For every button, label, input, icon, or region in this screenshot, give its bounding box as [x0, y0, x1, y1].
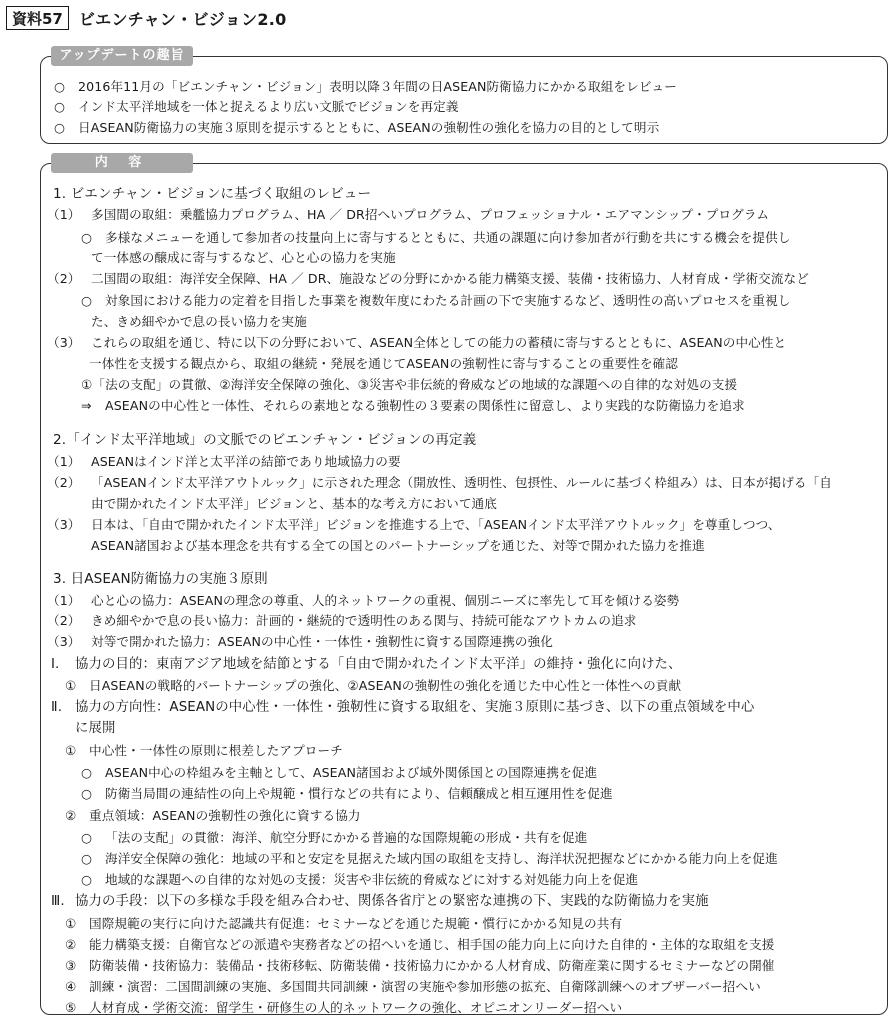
line-text: 地域的な課題への自律的な対処の支援：災害や非伝統的脅威などに対する対処能力向上を促進 — [105, 872, 639, 887]
line-text: 対等で開かれた協力：ASEANの中心性・一体性・強靭性に資する国際連携の強化 — [91, 634, 553, 649]
line-marker: ② — [65, 808, 77, 823]
document-title: ビエンチャン・ビジョン2.0 — [78, 9, 287, 29]
purpose-item-text: 2016年11月の「ビエンチャン・ビジョン」表明以降３年間の日ASEAN防衛協力にかかる取組をレビュー — [78, 79, 677, 94]
line-marker: （2） — [47, 271, 81, 286]
line-marker: （3） — [47, 517, 81, 532]
line-marker: ○ — [81, 293, 93, 308]
purpose-item-text: インド太平洋地域を一体と捉えるより広い文脈でビジョンを再定義 — [78, 99, 459, 114]
line-marker: ① — [65, 743, 77, 758]
line-marker: （2） — [47, 613, 81, 628]
line-text: 多国間の取組：乗艦協力プログラム、HA ／ DR招へいプログラム、プロフェッショナル・エアマンシップ・プログラム — [91, 207, 770, 222]
line-marker: （3） — [47, 335, 81, 350]
document-number-badge: 資料57 — [6, 6, 69, 30]
line-marker: ④ — [65, 979, 77, 994]
purpose-tag: アップデートの趣旨 — [51, 46, 193, 66]
line-text: 訓練・演習：二国間訓練の実施、多国間共同訓練・演習の実施や参加形態の拡充、自衛隊訓練へのオブザーバー招へい — [89, 979, 761, 994]
line-text: に展開 — [75, 721, 116, 736]
line-text: ASEANの中心性と一体性、それらの素地となる強靭性の３要素の関係性に留意し、より実践的な防衛協力を追求 — [105, 398, 745, 413]
purpose-item-text: 日ASEAN防衛協力の実施３原則を提示するとともに、ASEANの強靭性の強化を協力の目的として明示 — [78, 120, 660, 135]
line-text: ASEANはインド洋と太平洋の結節であり地域協力の要 — [91, 454, 401, 469]
line-marker: （1） — [47, 454, 81, 469]
line-text: 対象国における能力の定着を目指した事業を複数年度にわたる計画の下で実施するなど、透明性の高いプロセスを重視し — [105, 293, 791, 308]
line-text: 心と心の協力：ASEANの理念の尊重、人的ネットワークの重視、個別ニーズに率先して耳を傾ける姿勢 — [91, 593, 680, 608]
line-text: て一体感の醸成に寄与するなど、心と心の協力を実施 — [91, 250, 396, 265]
line-marker: ○ — [81, 872, 93, 887]
line-text: 協力の手段：以下の多様な手段を組み合わせ、関係各省庁との緊密な連携の下、実践的な防衛協力を実施 — [75, 894, 709, 909]
line-text: 国際規範の実行に向けた認識共有促進：セミナーなどを通じた規範・慣行にかかる知見の共有 — [89, 916, 623, 931]
line-text: 防衛当局間の連結性の向上や規範・慣行などの共有により、信頼醸成と相互運用性を促進 — [105, 786, 613, 801]
line-text: 協力の目的：東南アジア地域を結節とする「自由で開かれたインド太平洋」の維持・強化に向けた、 — [75, 657, 682, 672]
line-marker: ○ — [81, 786, 93, 801]
line-text: 日ASEANの戦略的パートナーシップの強化、②ASEANの強靭性の強化を通じた中心性と一体性への貢献 — [89, 678, 682, 693]
content-tag: 内 容 — [51, 153, 193, 173]
line-text: きめ細やかで息の長い協力：計画的・継続的で透明性のある関与、持続可能なアウトカムの追求 — [91, 613, 637, 628]
line-text: 協力の方向性：ASEANの中心性・一体性・強靭性に資する取組を、実施３原則に基づき、以下の重点領域を中心 — [75, 700, 755, 715]
circle-bullet-icon: ○ — [54, 99, 66, 114]
line-marker: （1） — [47, 207, 81, 222]
line-marker: Ⅲ. — [51, 894, 65, 909]
line-marker: ① — [65, 916, 77, 931]
circle-bullet-icon: ○ — [54, 120, 66, 135]
line-marker: （2） — [47, 475, 81, 490]
line-marker: ○ — [81, 765, 93, 780]
line-text: ASEAN諸国および基本理念を共有する全ての国とのパートナーシップを通じた、対等で開かれた協力を推進 — [91, 538, 705, 553]
line-marker: ○ — [81, 830, 93, 845]
line-text: 日本は、「自由で開かれたインド太平洋」ビジョンを推進する上で、「ASEANインド太平洋アウトルック」を尊重しつつ、 — [91, 517, 781, 532]
line-marker: ③ — [65, 958, 77, 973]
line-text: 2.「インド太平洋地域」の文脈でのビエンチャン・ビジョンの再定義 — [53, 432, 477, 448]
line-text: 由で開かれたインド太平洋」ビジョンと、基本的な考え方において通底 — [91, 496, 497, 511]
line-text: これらの取組を通じ、特に以下の分野において、ASEAN全体としての能力の蓄積に寄与するとともに、ASEANの中心性と — [91, 335, 787, 350]
line-marker: （1） — [47, 593, 81, 608]
document-header — [6, 4, 287, 32]
line-text: 「ASEANインド太平洋アウトルック」に示された理念（開放性、透明性、包摂性、ルールに基づく枠組み）は、日本が掲げる「自 — [91, 475, 833, 490]
line-text: 重点領域：ASEANの強靭性の強化に資する協力 — [89, 808, 361, 823]
line-text: 人材育成・学術交流：留学生・研修生の人的ネットワークの強化、オピニオンリーダー招へい — [89, 1000, 623, 1015]
line-marker: Ⅱ. — [51, 700, 63, 715]
purpose-box — [40, 48, 888, 144]
content-box — [40, 155, 888, 1015]
line-marker: ○ — [81, 230, 93, 245]
line-text: ASEAN中心の枠組みを主軸として、ASEAN諸国および域外関係国との国際連携を促進 — [105, 765, 598, 780]
line-text: 「法の支配」の貫徹：海洋、航空分野にかかる普遍的な国際規範の形成・共有を促進 — [105, 830, 588, 845]
line-text: 海洋安全保障の強化：地域の平和と安定を見据えた域内国の取組を支持し、海洋状況把握などにかかる能力向上を促進 — [105, 851, 778, 866]
line-marker: ② — [65, 937, 77, 952]
line-text: 一体性を支援する観点から、取組の継続・発展を通じてASEANの強靭性に寄与することの重要性を確認 — [89, 356, 678, 371]
line-text: 1. ビエンチャン・ビジョンに基づく取組のレビュー — [53, 186, 372, 202]
line-text: 二国間の取組：海洋安全保障、HA ／ DR、施設などの分野にかかる能力構築支援、装備・技術協力、人材育成・学術交流など — [91, 271, 809, 286]
circle-bullet-icon: ○ — [54, 79, 66, 94]
line-text: 中心性・一体性の原則に根差したアプローチ — [89, 743, 343, 758]
line-text: 3. 日ASEAN防衛協力の実施３原則 — [53, 571, 268, 587]
line-text: ①「法の支配」の貫徹、②海洋安全保障の強化、③災害や非伝統的脅威などの地域的な課題への自律的な対処の支援 — [81, 377, 738, 392]
line-marker: ⑤ — [65, 1000, 77, 1015]
line-marker: ① — [65, 678, 77, 693]
line-marker: ⇒ — [81, 398, 92, 413]
line-marker: （3） — [47, 634, 81, 649]
line-marker: Ⅰ. — [51, 657, 60, 672]
line-text: 多様なメニューを通して参加者の技量向上に寄与するとともに、共通の課題に向け参加者が行動を共にする機会を提供し — [105, 230, 791, 245]
line-marker: ○ — [81, 851, 93, 866]
line-text: 能力構築支援：自衛官などの派遣や実務者などの招へいを通じ、相手国の能力向上に向けた自律的・主体的な取組を支援 — [89, 937, 775, 952]
line-text: た、きめ細やかで息の長い協力を実施 — [91, 314, 307, 329]
line-text: 防衛装備・技術協力：装備品・技術移転、防衛装備・技術協力にかかる人材育成、防衛産業に関するセミナーなどの開催 — [89, 958, 775, 973]
